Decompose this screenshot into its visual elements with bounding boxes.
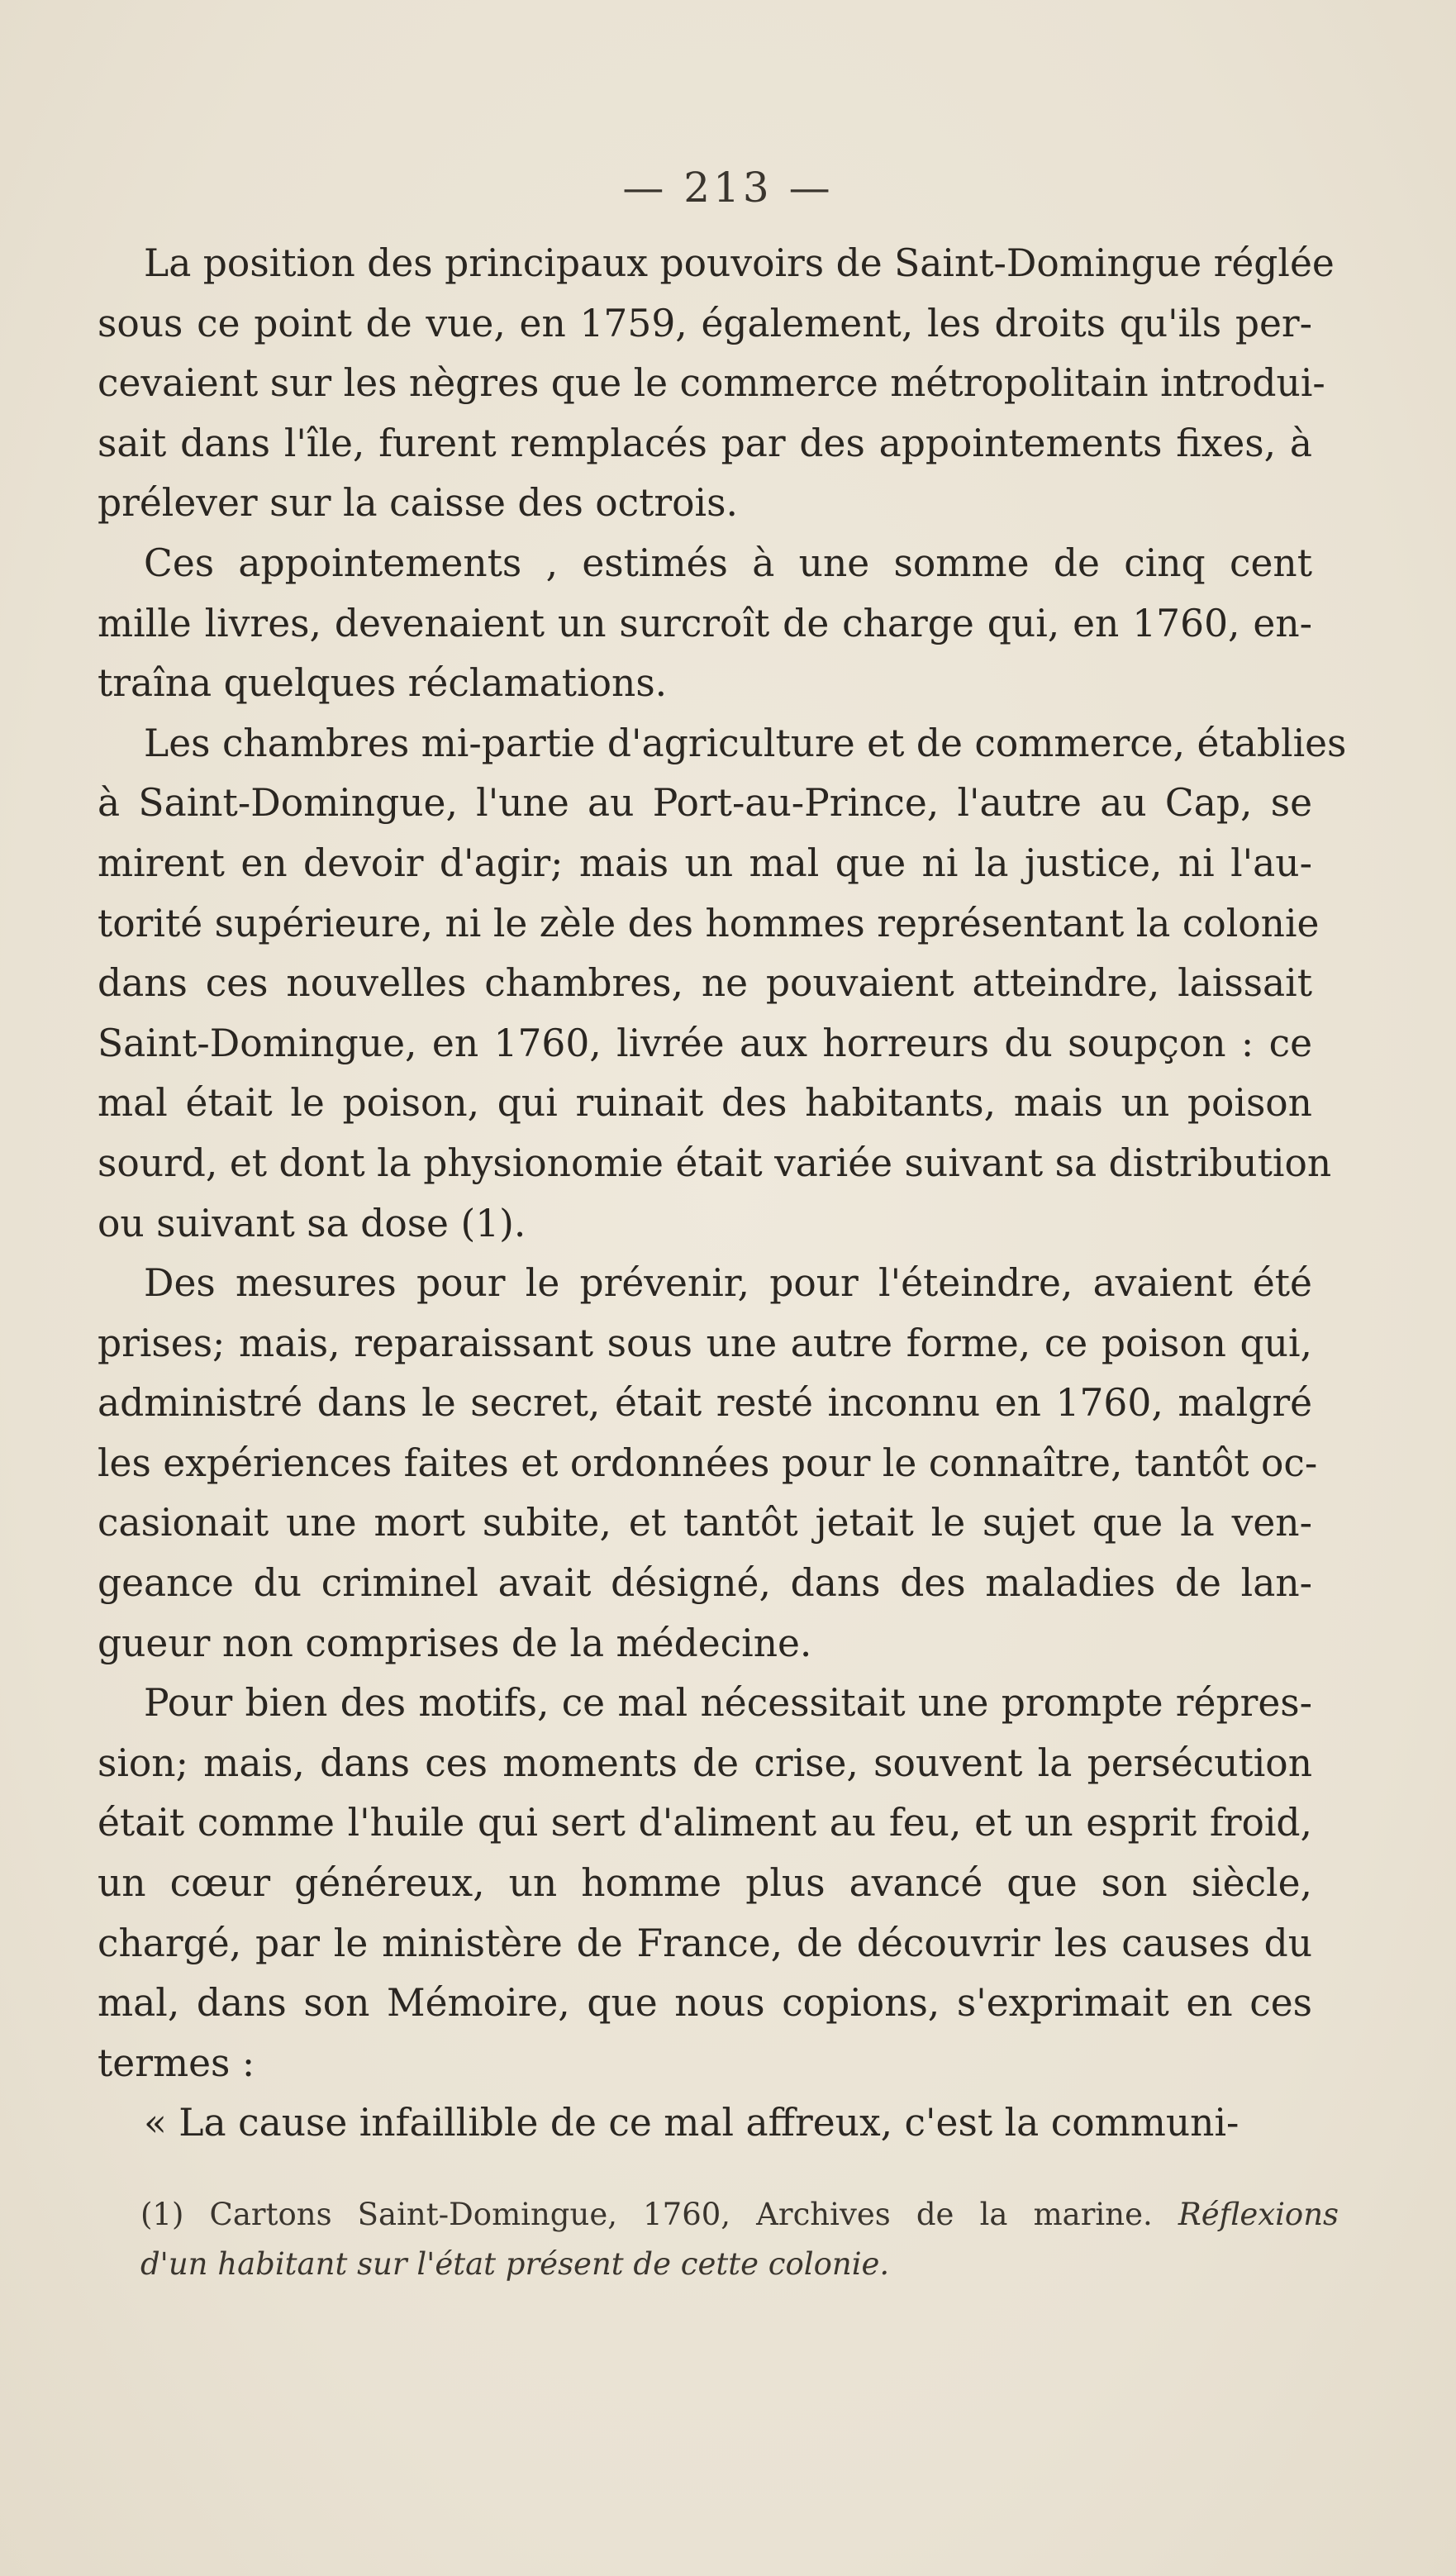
text-line: à Saint-Domingue, l'une au Port-au-Prince, l'autre au Cap, se xyxy=(98,781,1312,826)
footnote-title-continued: d'un habitant sur l'état présent de cette colonie. xyxy=(140,2246,890,2282)
text-line: mirent en devoir d'agir; mais un mal que ni la justice, ni l'au- xyxy=(98,840,1312,885)
text-line: mal, dans son Mémoire, que nous copions, s'exprimait en ces xyxy=(98,1981,1312,2026)
page-number: — 213 — xyxy=(622,164,834,212)
text-line: sous ce point de vue, en 1759, également, les droits qu'ils per- xyxy=(98,301,1312,345)
body-text xyxy=(98,234,1347,2154)
text-line: termes : xyxy=(98,2040,255,2085)
text-line: cevaient sur les nègres que le commerce métropolitain introdui- xyxy=(98,361,1325,406)
text-line: mille livres, devenaient un surcroît de charge qui, en 1760, en- xyxy=(98,601,1312,645)
text-line: Des mesures pour le prévenir, pour l'éteindre, avaient été xyxy=(144,1261,1312,1306)
text-line: Les chambres mi-partie d'agriculture et de commerce, établies xyxy=(144,721,1347,765)
text-line: les expériences faites et ordonnées pour le connaître, tantôt oc- xyxy=(98,1440,1318,1485)
text-line: chargé, par le ministère de France, de découvrir les causes du xyxy=(98,1921,1312,1965)
text-line: administré dans le secret, était resté inconnu en 1760, malgré xyxy=(98,1381,1312,1426)
text-line: mal était le poison, qui ruinait des habitants, mais un poison xyxy=(98,1081,1312,1126)
text-line: Ces appointements , estimés à une somme de cinq cent xyxy=(144,540,1312,585)
text-line: ou suivant sa dose (1). xyxy=(98,1201,526,1245)
text-line: geance du criminel avait désigné, dans des maladies de lan- xyxy=(98,1561,1312,1606)
text-line: casionait une mort subite, et tantôt jetait le sujet que la ven- xyxy=(98,1501,1312,1545)
text-line: Saint-Domingue, en 1760, livrée aux horreurs du soupçon : ce xyxy=(98,1021,1312,1065)
text-line: dans ces nouvelles chambres, ne pouvaient atteindre, laissait xyxy=(98,961,1312,1006)
footnote-title-italic: Réflexions xyxy=(1178,2197,1339,2232)
text-line: un cœur généreux, un homme plus avancé que son siècle, xyxy=(98,1861,1312,1906)
text-line: prélever sur la caisse des octrois. xyxy=(98,481,738,526)
text-line: sion; mais, dans ces moments de crise, souvent la persécution xyxy=(98,1740,1312,1785)
text-line: prises; mais, reparaissant sous une autre forme, ce poison qui, xyxy=(98,1321,1312,1365)
text-line: Pour bien des motifs, ce mal nécessitait une prompte répres- xyxy=(144,1681,1312,1726)
text-line: traîna quelques réclamations. xyxy=(98,661,668,706)
text-line: gueur non comprises de la médecine. xyxy=(98,1621,812,1665)
text-line: était comme l'huile qui sert d'aliment au feu, et un esprit froid, xyxy=(98,1801,1312,1845)
footnote xyxy=(140,2190,1339,2289)
text-line: « La cause infaillible de ce mal affreux, c'est la communi- xyxy=(144,2101,1240,2145)
footnote-reference: (1) Cartons Saint-Domingue, 1760, Archives de la marine. xyxy=(140,2197,1153,2232)
text-line: torité supérieure, ni le zèle des hommes représentant la colonie xyxy=(98,901,1320,945)
text-line: sourd, et dont la physionomie était variée suivant sa distribution xyxy=(98,1140,1332,1185)
text-line: La position des principaux pouvoirs de Saint-Domingue réglée xyxy=(144,241,1335,285)
text-line: sait dans l'île, furent remplacés par des appointements fixes, à xyxy=(98,421,1312,465)
footnote-line xyxy=(140,2190,1339,2240)
